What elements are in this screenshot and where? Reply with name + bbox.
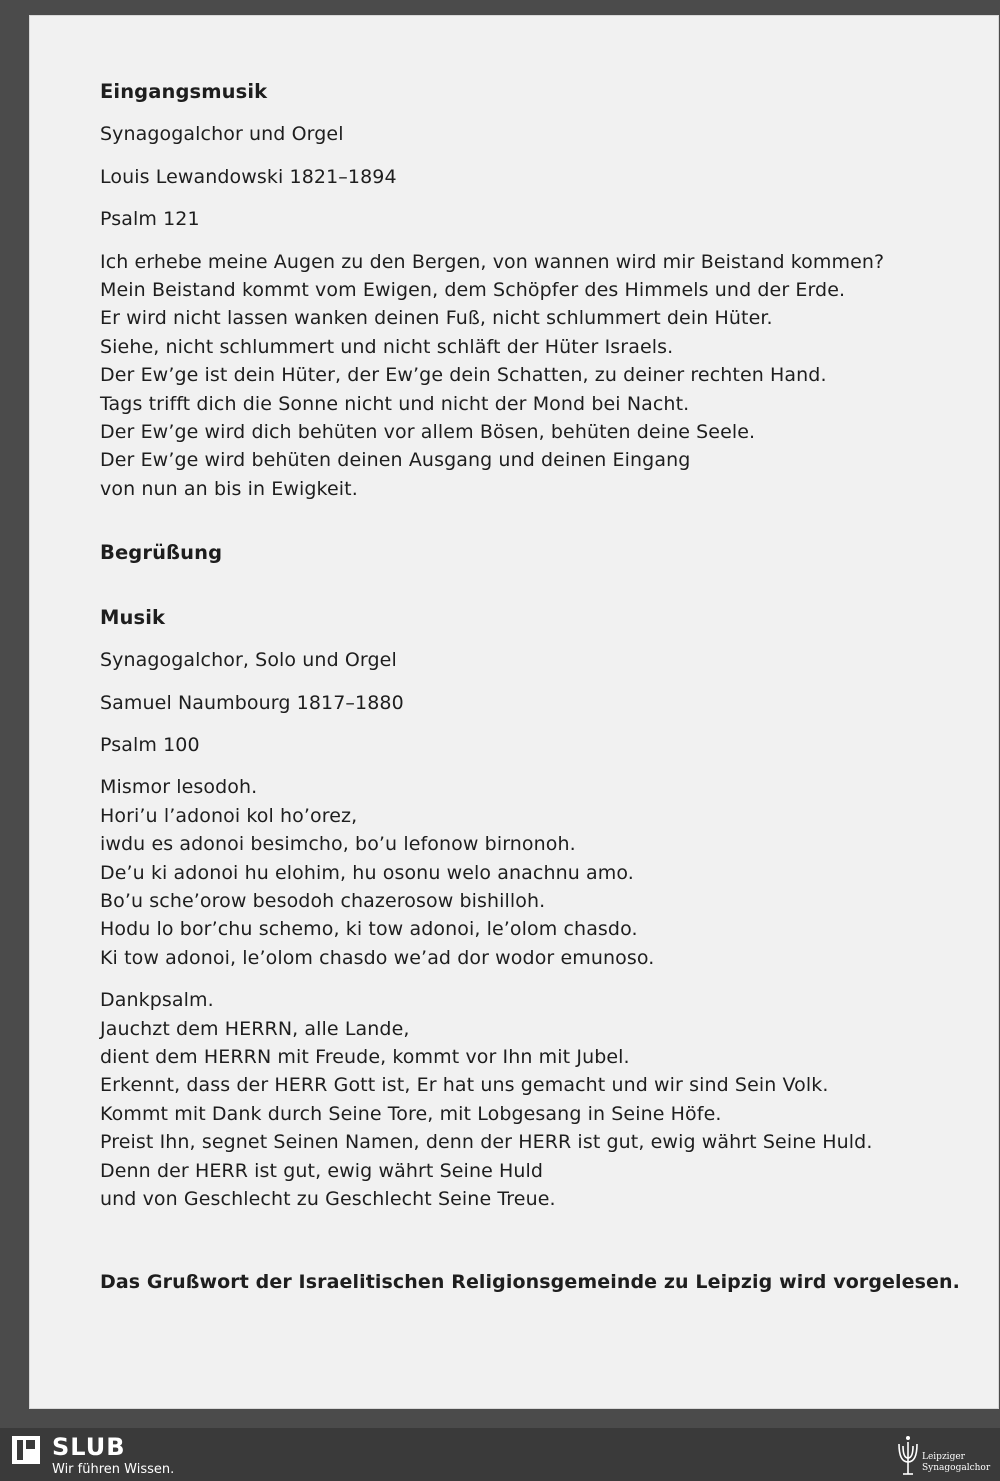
psalm-1: Psalm 121: [100, 208, 200, 231]
text-line: von nun an bis in Ewigkeit.: [100, 477, 358, 500]
text-line: Preist Ihn, segnet Seinen Namen, denn der HERR ist gut, ewig währt Seine Huld.: [100, 1131, 873, 1154]
text-line: Ich erhebe meine Augen zu den Bergen, von wannen wird mir Beistand kommen?: [100, 250, 885, 273]
choir-line-2: Synagogalchor: [922, 1463, 991, 1473]
text-line: Der Ew’ge ist dein Hüter, der Ew’ge dein Schatten, zu deiner rechten Hand.: [100, 364, 827, 387]
psalm-100-hebrew-text: [100, 773, 960, 972]
text-line: und von Geschlecht zu Geschlecht Seine Treue.: [100, 1188, 556, 1210]
text-line: iwdu es adonoi besimcho, bo’u lefonow birnonoh.: [100, 833, 576, 856]
text-line: Hori’u l’adonoi kol ho’orez,: [100, 804, 358, 827]
slub-name: SLUB: [52, 1433, 126, 1461]
text-line: Ki tow adonoi, le’olom chasdo we’ad dor wodor emunoso.: [100, 946, 655, 969]
text-line: Erkennt, dass der HERR Gott ist, Er hat uns gemacht und wir sind Sein Volk.: [100, 1074, 829, 1097]
footer-bar: [0, 1428, 1000, 1481]
slub-tagline: Wir führen Wissen.: [52, 1462, 175, 1477]
slub-logo-icon: [12, 1436, 40, 1464]
text-line: Mismor lesodoh.: [100, 776, 258, 799]
text-line: Hodu lo bor’chu schemo, ki tow adonoi, le’olom chasdo.: [100, 918, 638, 941]
psalm-100-german-text: [100, 986, 960, 1213]
page-content: [100, 78, 960, 1316]
text-line: Tags trifft dich die Sonne nicht und nicht der Mond bei Nacht.: [100, 392, 690, 415]
performers-2: Synagogalchor, Solo und Orgel: [100, 649, 397, 672]
psalm-2: Psalm 100: [100, 733, 200, 756]
program-page: [30, 16, 998, 1408]
text-line: Er wird nicht lassen wanken deinen Fuß, nicht schlummert dein Hüter.: [100, 307, 773, 330]
section-heading-eingangsmusik: Eingangsmusik: [100, 80, 268, 103]
text-line: Dankpsalm.: [100, 989, 214, 1012]
text-line: Mein Beistand kommt vom Ewigen, dem Schöpfer des Himmels und der Erde.: [100, 279, 846, 302]
text-line: Denn der HERR ist gut, ewig währt Seine Huld: [100, 1159, 544, 1182]
text-line: Jauchzt dem HERRN, alle Lande,: [100, 1017, 410, 1040]
text-line: dient dem HERRN mit Freude, kommt vor Ihn mit Jubel.: [100, 1045, 630, 1068]
text-line: Bo’u sche’orow besodoh chazerosow bishilloh.: [100, 889, 546, 912]
choir-line-1: Leipziger: [922, 1452, 965, 1462]
section-heading-musik: Musik: [100, 605, 166, 629]
text-line: Kommt mit Dank durch Seine Tore, mit Lobgesang in Seine Höfe.: [100, 1102, 722, 1125]
text-line: Der Ew’ge wird dich behüten vor allem Bösen, behüten deine Seele.: [100, 421, 756, 444]
menorah-icon: [895, 1432, 921, 1478]
choir-wordmark: [922, 1452, 990, 1474]
psalm-121-text: [100, 248, 960, 504]
closing-note: Das Grußwort der Israelitischen Religionsgemeinde zu Leipzig wird vorgelesen.: [100, 1271, 960, 1294]
performers-1: Synagogalchor und Orgel: [100, 123, 344, 146]
section-heading-begruessung: Begrüßung: [100, 541, 223, 565]
text-line: Siehe, nicht schlummert und nicht schläft der Hüter Israels.: [100, 335, 674, 358]
text-line: Der Ew’ge wird behüten deinen Ausgang und deinen Eingang: [100, 449, 691, 472]
text-line: De’u ki adonoi hu elohim, hu osonu welo anachnu amo.: [100, 861, 634, 884]
composer-2: Samuel Naumbourg 1817–1880: [100, 691, 404, 714]
composer-1: Louis Lewandowski 1821–1894: [100, 165, 397, 188]
